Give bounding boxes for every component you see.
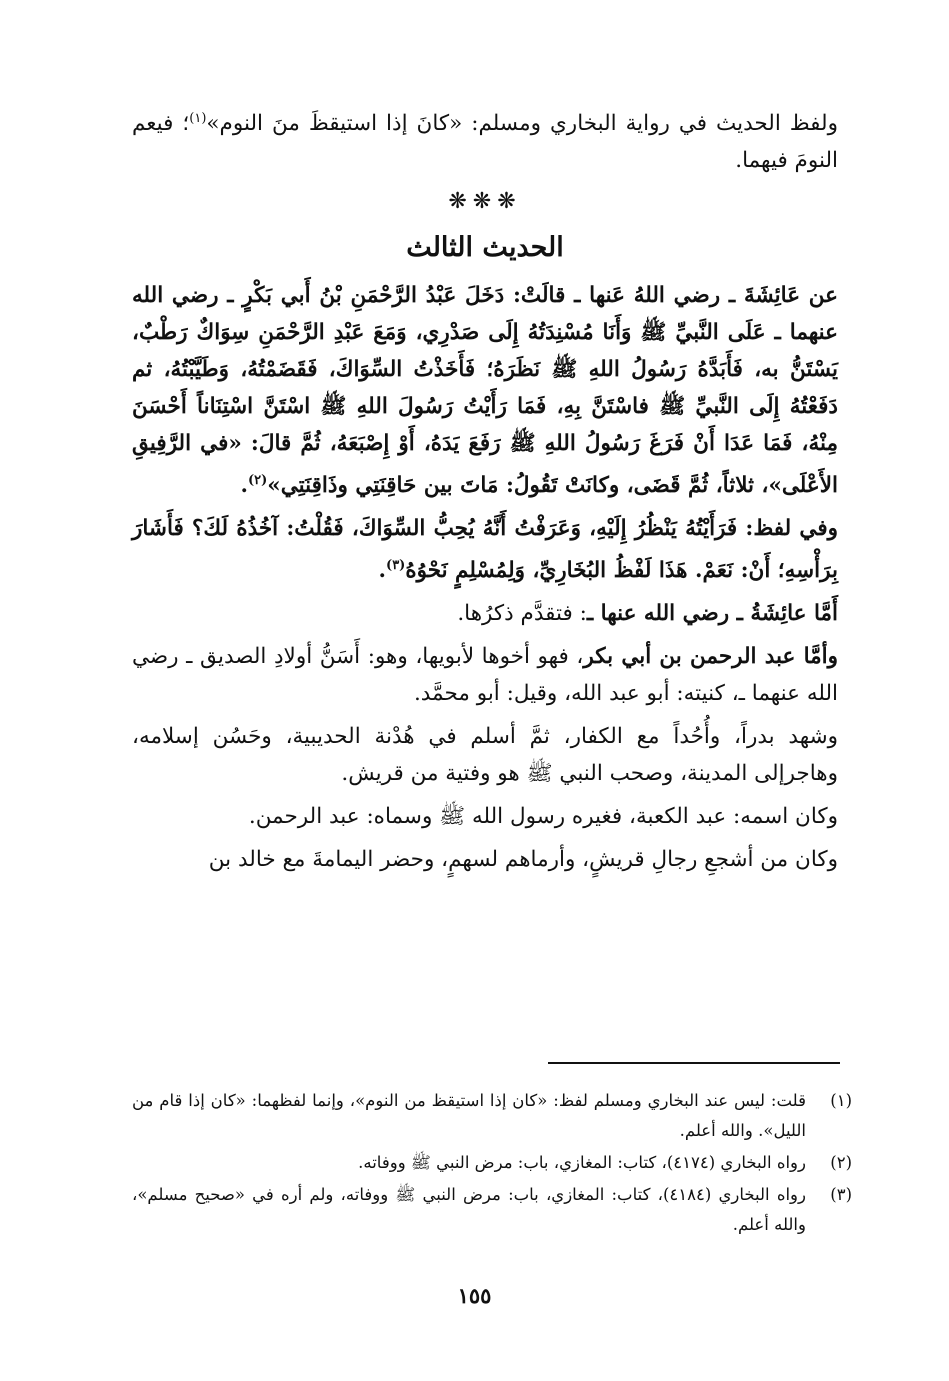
footnote-ref-3[interactable]: (٣): [386, 558, 406, 574]
variant-paragraph: [132, 510, 838, 589]
aisha-bold: أَمَّا عائِشَةُ ـ رضي الله عنها ـ: [586, 601, 838, 627]
hadith-paragraph: [132, 277, 838, 504]
footnote-3: [132, 1180, 852, 1240]
page-number: ١٥٥: [457, 1283, 492, 1308]
footnote-divider: [548, 1062, 840, 1064]
section-separator: ❋❋❋: [448, 189, 522, 215]
abd-rest: ، فهو أخوها لأبويها، وهو: أَسَنُّ أولادِ الصديق ـ رضي الله عنهما ـ، كنيته: أبو عبد الله، وقيل: أبو محمَّد.: [132, 644, 838, 707]
section-heading: الحديث الثالث: [406, 232, 564, 264]
hadith-tail: .: [240, 473, 248, 499]
aisha-rest: : فتقدَّم ذكرُها.: [457, 601, 587, 627]
name-paragraph: وكان اسمه: عبد الكعبة، فغيره رسول الله ﷺ وسماه: عبد الرحمن.: [248, 804, 838, 830]
footnote-ref-1[interactable]: (١): [189, 111, 207, 126]
variant-text: وفي لفظ: فَرَأَيْتُهُ يَنْظُرُ إِلَيْهِ، وَعَرَفْتُ أَنَّهُ يُحِبُّ السِّوَاكَ، فَقُلْتُ: آخُذُهُ لَكَ؟ فَأَشَارَ بِرَأْسِهِ؛ أَنْ: نَعَمْ. هَذَا لَفْظُ البُخَارِيِّ، وَلِمُسْلِمٍ نَحْوُهُ: [132, 516, 838, 584]
abd-bold: وأمَّا عبد الرحمن بن أبي بكر: [583, 644, 838, 670]
footnote-number: (١): [830, 1091, 852, 1110]
footnote-text: قلت: ليس عند البخاري ومسلم لفظ: «كان إذا استيقظ من النوم»، وإنما لفظهما: «كان إذا قام من الليل». والله أعلم.: [132, 1091, 806, 1140]
aisha-paragraph: [132, 595, 838, 632]
intro-text: ولفظ الحديث في رواية البخاري ومسلم: «كانَ إذا استيقظَ منَ النوم»: [206, 111, 838, 137]
badr-paragraph: وشهد بدراً، وأُحُداً مع الكفار، ثمَّ أسلم في هُدْنة الحديبية، وحَسُن إسلامه، وهاجرإلى المدينة، وصحب النبي ﷺ هو وفتية من قريش.: [132, 724, 838, 787]
footnote-text: رواه البخاري (٤١٨٤)، كتاب: المغازي، باب: مرض النبي ﷺ ووفاته، ولم أره في «صحيح مسلم»، والله أعلم.: [132, 1185, 806, 1234]
intro-paragraph: [132, 100, 838, 179]
main-text: [132, 100, 838, 884]
footnote-text: رواه البخاري (٤١٧٤)، كتاب: المغازي، باب: مرض النبي ﷺ ووفاته.: [358, 1153, 806, 1172]
variant-tail: .: [378, 558, 387, 584]
intro-tail: ؛ فيعم النومَ فيهما.: [132, 111, 838, 174]
footnote-number: (٢): [830, 1153, 852, 1172]
footnote-number: (٣): [830, 1185, 852, 1204]
footnote-1: [132, 1086, 852, 1146]
hadith-text: عن عَائِشَةَ ـ رضي اللهُ عَنها ـ قالَتْ: دَخَلَ عَبْدُ الرَّحْمَنِ بْنُ أَبي بَكْرٍ ـ رضي الله عنهما ـ عَلَى النَّبيِّ ﷺ وَأَنَا مُسْنِدَتُهُ إِلَى صَدْرِي، وَمَعَ عَبْدِ الرَّحْمَنِ سِوَاكٌ رَطْبٌ، يَسْتَنُّ به، فَأَبَدَّهُ رَسُولُ اللهِ ﷺ نَظَرَهُ؛ فَأَخَذْتُ السِّوَاكَ، فَقَضَمْتُهُ، وَطَيَّبْتُهُ، ثم دَفَعْتُهُ إِلَى النَّبيِّ ﷺ فاسْتَنَّ بِهِ، فَمَا رَأَيْتُ رَسُولَ اللهِ ﷺ اسْتَنَّ اسْتِنَاناً أَحْسَنَ مِنْهُ، فَمَا عَدَا أَنْ فَرَغَ رَسُولُ اللهِ ﷺ رَفَعَ يَدَهُ، أَوْ إِصْبَعَهُ، ثُمَّ قالَ: «في الرَّفِيقِ الأَعْلَى»، ثلاثاً، ثُمَّ قَضَى، وكانَتْ تَقُولُ: مَاتَ بين حَاقِنَتِي وذَاقِنَتِي»: [132, 283, 838, 499]
footnote-2: [132, 1148, 852, 1178]
footnote-ref-2[interactable]: (٢): [248, 473, 268, 489]
abd-paragraph: [132, 638, 838, 712]
brave-paragraph: وكان من أشجعِ رجالِ قريشٍ، وأرماهم لسهمٍ، وحضر اليمامةَ مع خالد بن: [208, 847, 838, 873]
footnotes: [132, 1086, 852, 1242]
